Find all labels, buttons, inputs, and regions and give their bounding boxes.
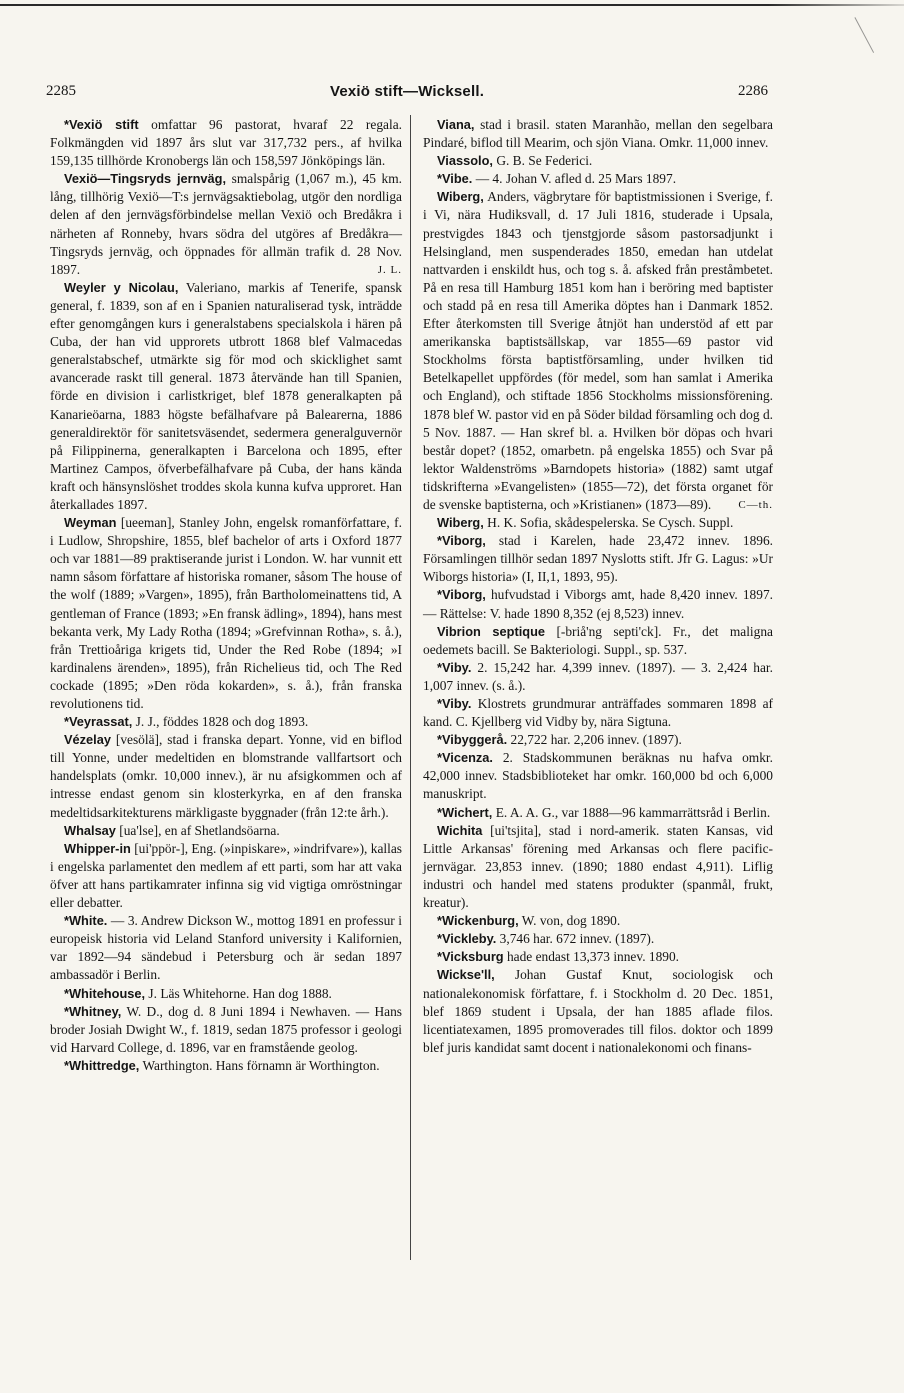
entry-text: Johan Gustaf Knut, sociologisk och nationalekonomisk författare, f. i Stockholm d. 20 Dec. 1851, blef 1869 student i Upsala, der han 1885 aflade filos. licentiatexamen, 1895 promoverades till filos. doktor och 1899 blef juris kandidat samt docent i nationalekonomi och finans- [423, 967, 773, 1055]
dictionary-entry [50, 822, 402, 840]
entry-text: hufvudstad i Viborgs amt, hade 8,420 innev. 1897. — Rättelse: V. hade 1890 8,352 (ej 8,523) innev. [423, 587, 773, 621]
entry-headword: *Vicksburg [437, 949, 504, 965]
entry-text: stad i Karelen, hade 23,472 innev. 1896. Församlingen tillhör sedan 1897 Nyslotts stift. Jfr G. Lagus: »Ur Wiborgs historia» (I, II,1, 1893, 95). [423, 533, 773, 585]
entry-text: G. B. Se Federici. [492, 153, 593, 169]
entry-headword: *Vibyggerå. [437, 732, 508, 748]
page-header [46, 80, 768, 102]
entry-headword: Vézelay [64, 732, 111, 748]
entry-headword: Wiberg, [437, 515, 484, 531]
entry-headword: *Whitehouse, [64, 985, 146, 1001]
entry-headword: *Wickenburg, [437, 913, 519, 929]
dictionary-entry [423, 731, 773, 749]
dictionary-entry [423, 623, 773, 659]
page-number-left: 2285 [46, 82, 76, 99]
entry-text: [-briå'ng septi'ck]. Fr., det maligna oedemets bacill. Se Bakteriologi. Suppl., sp. 537. [423, 623, 773, 657]
dictionary-entry [50, 713, 402, 731]
entry-text: [ui'tsjita], stad i nord-amerik. staten Kansas, vid Little Arkansas' förening med Arkansas och flere pacific-jernvägar. 23,853 innev. (1890; 1880 endast 4,911). Liflig industri och handel med statens produkter (spanmål, frukt, kreatur). [423, 822, 773, 911]
entry-text: H. K. Sofia, skådespelerska. Se Cysch. Suppl. [483, 515, 734, 531]
entry-text: 3,746 har. 672 innev. (1897). [496, 931, 655, 947]
dictionary-entry [423, 152, 773, 170]
entry-headword: *Whitney, [64, 1003, 122, 1019]
entry-headword: *Vibe. [437, 171, 473, 187]
entry-headword: *Viby. [437, 696, 472, 711]
right-column [423, 116, 773, 1057]
entry-headword: *Wichert, [437, 804, 493, 820]
dictionary-entry [423, 586, 773, 622]
corner-mark [854, 3, 900, 53]
entry-text: hade endast 13,373 innev. 1890. [503, 949, 680, 965]
dictionary-entry [423, 966, 773, 1056]
entry-headword: *Viborg, [437, 533, 486, 549]
entry-text: E. A. A. G., var 1888—96 kammarrättsråd i Berlin. [492, 804, 771, 820]
column-divider [410, 115, 411, 1260]
entry-headword: *White. [64, 913, 108, 929]
entry-text: W. von, dog 1890. [518, 913, 621, 929]
dictionary-entry [50, 912, 402, 984]
dictionary-entry [423, 188, 773, 514]
entry-text: Warthington. Hans förnamn är Worthington. [139, 1057, 380, 1073]
entry-text: Klostrets grundmurar anträffades sommaren 1898 af kand. C. Kjellberg vid Vidby by, nära Sigtuna. [423, 696, 773, 730]
entry-headword: *Viborg, [437, 587, 486, 603]
entry-text: W. D., dog d. 8 Juni 1894 i Newhaven. — Hans broder Josiah Dwight W., f. 1819, sedan 1875 professor i geologi vid Harvard College, d. 1896, var en framstående geolog. [50, 1003, 402, 1055]
entry-headword: *Whittredge, [64, 1057, 140, 1073]
entry-headword: Vexiö—Tingsryds jernväg, [64, 171, 227, 187]
page-title: Vexiö stift—Wicksell. [329, 82, 485, 100]
entry-headword: Weyler y Nicolau, [64, 279, 179, 295]
dictionary-entry [50, 731, 402, 821]
entry-headword: Whalsay [64, 822, 116, 838]
entry-text: J. Läs Whitehorne. Han dog 1888. [145, 985, 332, 1001]
entry-text: [vesölä], stad i franska depart. Yonne, vid en biflod till Yonne, under medeltiden en blomstrande vallfartsort och handelsplats (omkr. 10,000 innev.), är nu afsigkommen och af intresse endast genom sin klosterkyrka, en af den franska medeltidsarkitekturens märkligaste byggnader (från 12:te årh.). [50, 732, 402, 820]
dictionary-entry [423, 912, 773, 930]
entry-headword: *Vexiö stift [64, 117, 139, 132]
entry-text: — 4. Johan V. afled d. 25 Mars 1897. [472, 171, 677, 187]
dictionary-entry [50, 116, 402, 170]
author-signature: J. L. [377, 263, 402, 276]
entry-text: [ueeman], Stanley John, engelsk romanförfattare, f. i Ludlow, Shropshire, 1855, blef bachelor of arts i Oxford 1877 och var 1881—89 praktiserande jurist i London. W. har vunnit ett namn såsom författare af historiska romaner, såsom The house of the wolf (1889; »Vargen», 1895), från Bartholomeinattens tid, A gentleman of France (1893; »En fransk ädling», 1894), hans mest bekanta verk, My Lady Rotha (1894; »Grefvinnan Rotha», s. å.), från Trettioåriga krigets tid, Under the Red Robe (1894; »I kardinalens ärenden», 1895), från Richelieus tid, och The Red cockade (1895; »Den röda kokarden», s. å.), från franska revolutionens tid. [50, 515, 402, 711]
dictionary-entry [50, 279, 402, 514]
entry-headword: *Vickleby. [437, 931, 497, 947]
entry-text: stad i brasil. staten Maranhão, mellan den segelbara Pindaré, biflod till Mearim, och sjön Viana. Omkr. 11,000 innev. [423, 117, 773, 151]
dictionary-entry [50, 514, 402, 713]
dictionary-entry [423, 749, 773, 803]
dictionary-entry [50, 1003, 402, 1057]
entry-text: 2. 15,242 har. 4,399 innev. (1897). — 3. 2,424 har. 1,007 innev. (s. å.). [423, 659, 773, 693]
entry-headword: Wichita [437, 822, 483, 838]
dictionary-entry [50, 1057, 402, 1075]
author-signature: C—th. [738, 498, 773, 511]
dictionary-entry [50, 170, 402, 279]
left-column [50, 116, 402, 1075]
entry-headword: Wiberg, [437, 189, 484, 205]
dictionary-entry [423, 116, 773, 152]
entry-headword: Weyman [64, 515, 117, 531]
entry-text: J. J., föddes 1828 och dog 1893. [132, 714, 309, 730]
top-border-line [0, 4, 904, 6]
dictionary-entry [423, 659, 773, 695]
dictionary-entry [50, 840, 402, 912]
dictionary-entry [423, 514, 773, 532]
entry-headword: Whipper-in [64, 840, 131, 856]
dictionary-entry [423, 532, 773, 586]
dictionary-entry [423, 804, 773, 822]
entry-text: omfattar 96 pastorat, hvaraf 22 regala. Folkmängden vid 1897 års slut var 317,732 pers., af hvilka 159,135 tillhörde Kronobergs län och 158,597 Jönköpings län. [50, 117, 402, 169]
entry-text: [ui'ppör-], Eng. (»inpiskare», »indrifvare»), kallas i engelska parlamentet den medlem af ett parti, som har att vaka öfver att hans partikamrater infinna sig vid vigtiga omröstningar eller debatter. [50, 840, 402, 911]
entry-headword: *Veyrassat, [64, 714, 133, 730]
page-number-right: 2286 [738, 82, 768, 99]
entry-text: — 3. Andrew Dickson W., mottog 1891 en professur i europeisk historia vid Leland Stanford university i Kalifornien, var 1892—94 sändebud i Petersburg och är sedan 1897 ambassadör i Berlin. [50, 913, 402, 983]
entry-text: Anders, vägbrytare för baptistmissionen i Sverige, f. i Vi, nära Hudiksvall, d. 17 Juli 1816, studerade i Upsala, prestvigdes 1843 och tjenstgjorde såsom pastorsadjunkt i Helsingland, men suspenderades 1850, emedan han utdelat nattvarden i enskildt hus, och tog s. å. afsked från preståmbetet. På en resa till Hamburg 1851 kom han i beröring med baptister och stadd på en resa till Amerika döptes han i Danmark 1852. Efter återkomsten till Sverige åtnjöt han understöd af ett par amerikanska baptistsällskap, var 1855—69 pastor vid Stockholms första baptistförsamling, under hvilken tid Betelkapellet uppfördes (för medel, som han samlat i Amerika och England), och stiftade 1856 Stockholms missionsförening. 1878 blef W. pastor vid en på Söder bildad församling och dog d. 5 Nov. 1887. — Han skref bl. a. Hvilken bör döpas och hvari består dopet? (1852, omarbetn. på engelska 1855) och Svar på lektor Waldenströms »Barndopets historia» (1882) samt utgaf tidskrifterna »Evangelisten» (1855—72), det första organet för de svenske baptisterna, och »Kristianen» (1873—89). [423, 189, 773, 512]
dictionary-entry [423, 822, 773, 912]
dictionary-entry [423, 948, 773, 966]
entry-text: 2. Stadskommunen beräknas nu hafva omkr. 42,000 innev. Stadsbiblioteket har omkr. 160,000 bd och 6,000 manuskript. [423, 750, 773, 802]
entry-headword: Viassolo, [437, 153, 493, 169]
entry-headword: *Vicenza. [437, 750, 493, 766]
dictionary-entry [423, 170, 773, 188]
entry-headword: Wickse'll, [437, 967, 495, 983]
entry-text: smalspårig (1,067 m.), 45 km. lång, tillhörig Vexiö—T:s jernvägsaktiebolag, utgör den nordliga delen af den jernvägsförbindelse mellan Vexiö och Bredåkra i närheten af Ronneby, hvars södra del utgöres af Bredåkra—Tingsryds jernväg, och öppnades för allmän trafik d. 28 Nov. 1897. [50, 171, 402, 277]
entry-text: Valeriano, markis af Tenerife, spansk general, f. 1839, son af en i Spanien naturaliserad tysk, inträdde efter genomgången kurs i generalstabens specialskola i hären på Cuba, der han vid upprorets utbrott 1868 blef Valmacedas generalstabschef, utmärkte sig för mod och skicklighet samt avancerade raskt till general. 1873 återvände han till Spanien, förde en division i carlistkriget, blef 1878 generalkapten på Kanarieöarna, 1883 högste befälhafvare på Balearerna, 1886 generaldirektör för sanitetsväsendet, sedermera generalguvernör på Filippinerna, generalkapten i Barcelona och 1895, efter Martinez Campos, öfverbefälhafvare på Cuba, der hans kända kraft och hänsynslöshet troddes skola kunna kufva upproret. Han återkallades 1897. [50, 279, 402, 512]
dictionary-entry [423, 930, 773, 948]
entry-text: 22,722 har. 2,206 innev. (1897). [507, 732, 682, 748]
entry-headword: Viana, [437, 117, 475, 132]
entry-text: [ua'lse], en af Shetlandsöarna. [115, 822, 280, 838]
dictionary-entry [50, 985, 402, 1003]
entry-headword: *Viby. [437, 659, 472, 675]
entry-headword: Vibrion septique [437, 623, 546, 639]
dictionary-entry [423, 695, 773, 731]
